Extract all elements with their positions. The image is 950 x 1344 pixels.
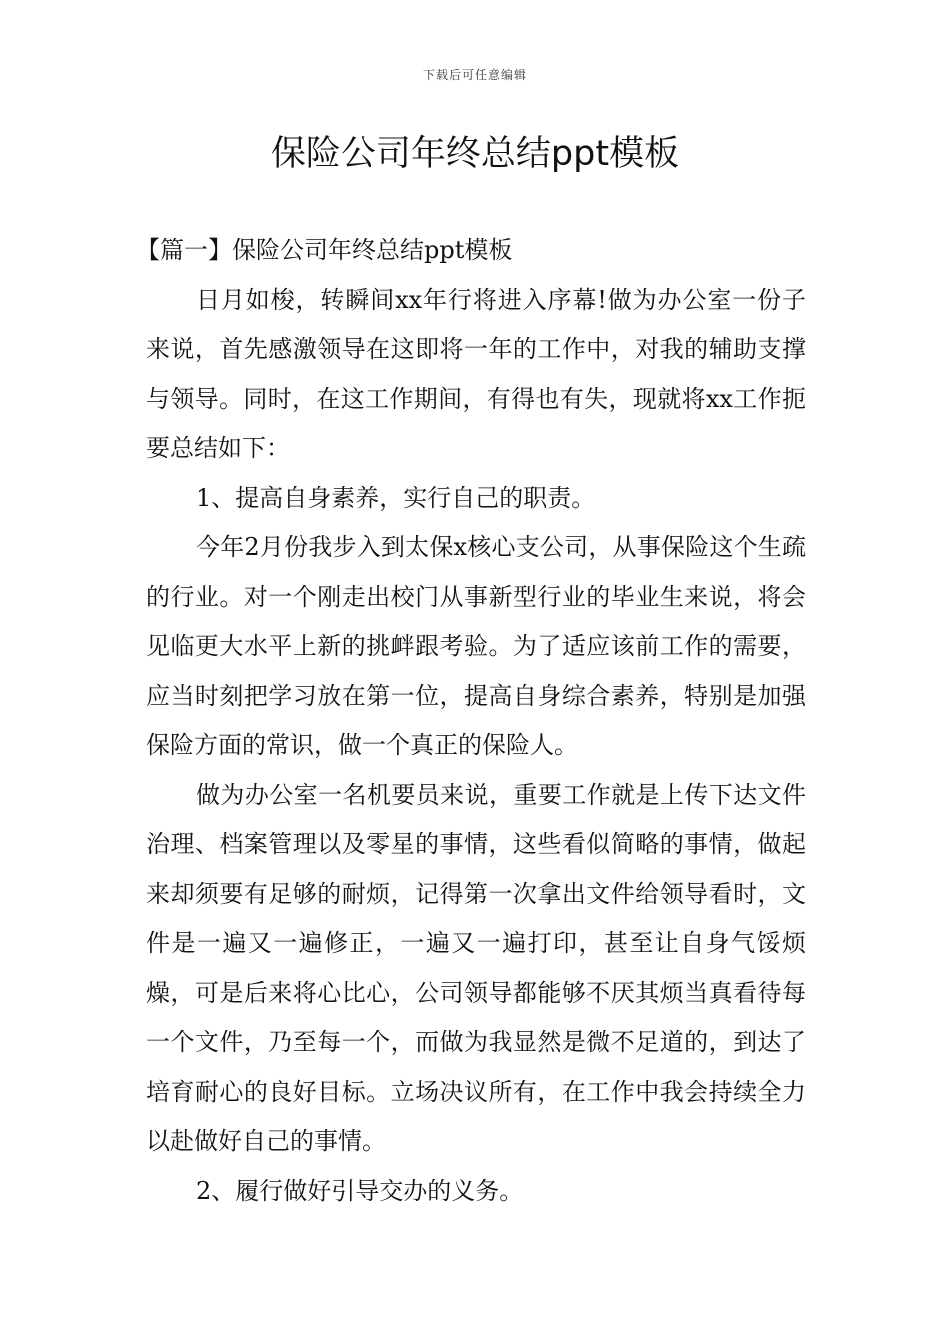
header-note: 下载后可任意编辑 — [422, 68, 527, 82]
list-item-1: 1、提高自身素养，实行自己的职责。 — [196, 483, 596, 512]
list-item-2: 2、履行做好引导交办的义务。 — [196, 1176, 524, 1205]
paragraph-3: 做为办公室一名机要员来说，重要工作就是上传下达文件治理、档案管理以及零星的事情，这些看似简略的事情，做起来却须要有足够的耐烦，记得第一次拿出文件给领导看时，文件是一遍又一遍修正，一遍又一遍打印，甚至让自身气馁烦燥，可是后来将心比心，公司领导都能够不厌其烦当真看待每一个文件，乃至每一个，而做为我显然是微不足道的，到达了培育耐心的良好目标。立场决议所有，在工作中我会持续全力以赴做好自己的事情。 — [146, 780, 806, 1155]
paragraph-intro: 日月如梭，转瞬间xx年行将进入序幕!做为办公室一份子来说，首先感激领导在这即将一年的工作中，对我的辅助支撑与领导。同时，在这工作期间，有得也有失，现就将xx工作扼要总结如下： — [146, 285, 806, 462]
paragraph-2: 今年2月份我步入到太保x核心支公司，从事保险这个生疏的行业。对一个刚走出校门从事新型行业的毕业生来说，将会见临更大水平上新的挑衅跟考验。为了适应该前工作的需要，应当时刻把学习放在第一位，提高自身综合素养，特别是加强保险方面的常识，做一个真正的保险人。 — [146, 533, 806, 759]
document-body — [136, 226, 806, 1216]
document-title: 保险公司年终总结ppt模板 — [270, 134, 680, 174]
section-heading: 【篇一】保险公司年终总结ppt模板 — [136, 236, 513, 264]
